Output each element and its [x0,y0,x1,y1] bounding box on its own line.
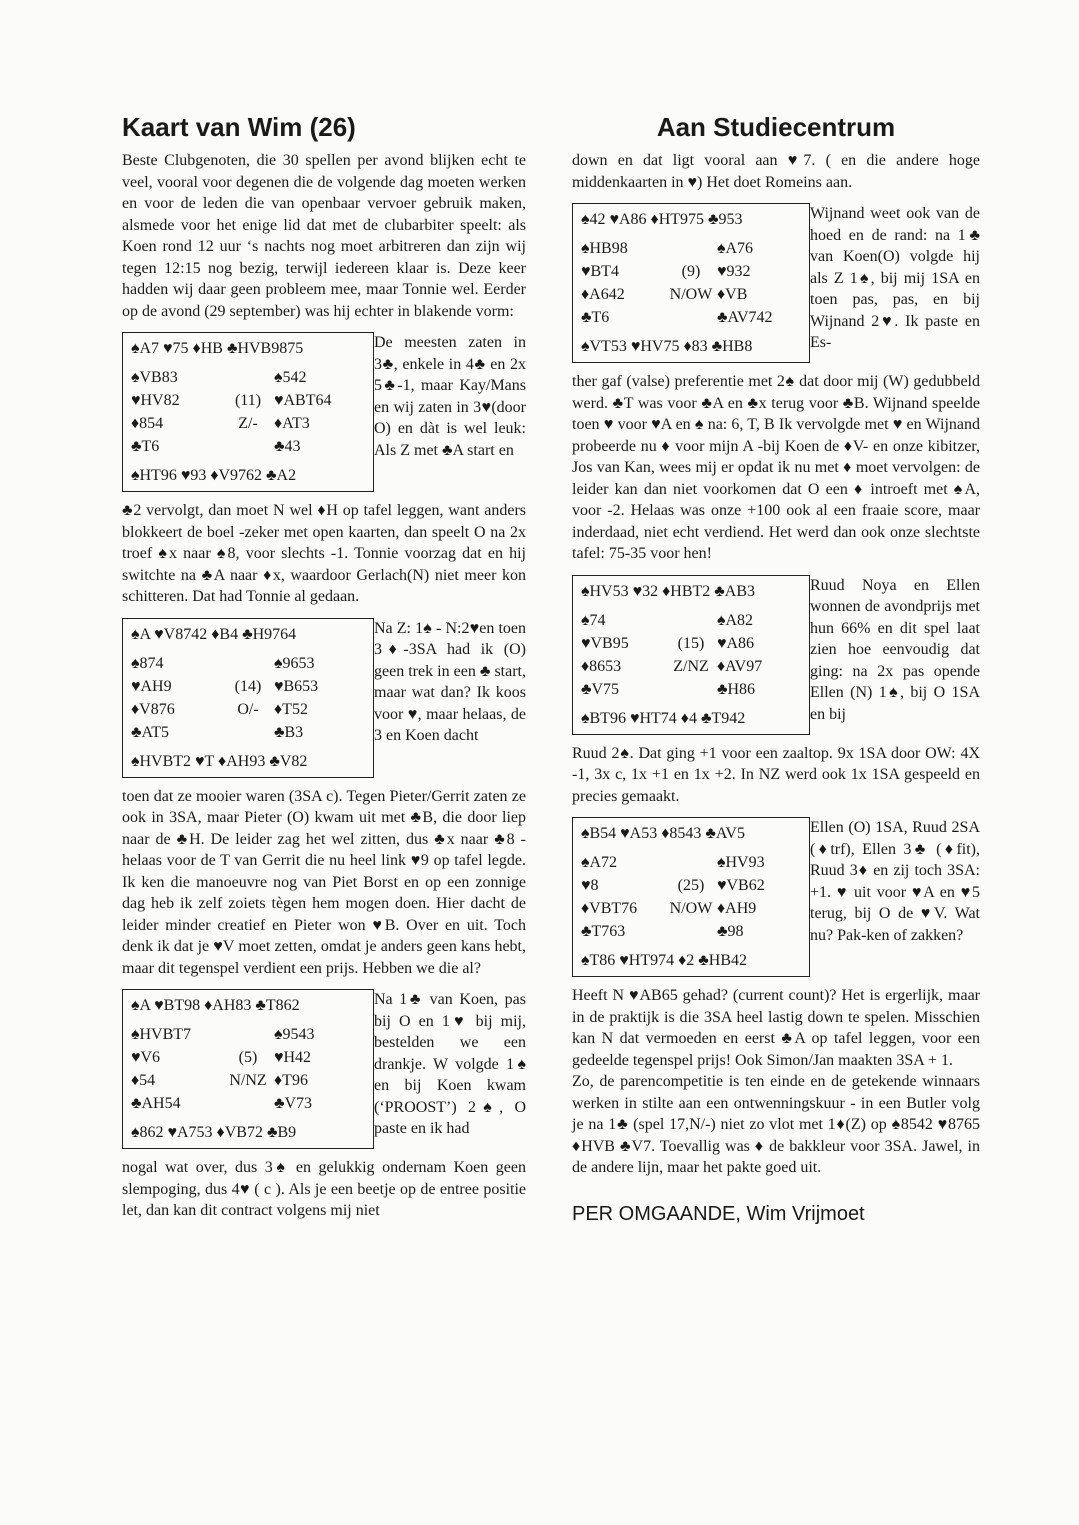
dealer-vuln: N/OW [669,286,713,303]
deal-diagram-14 [122,618,526,778]
board-info [665,609,717,632]
east-diamonds: ♦AV97 [717,657,763,675]
east-diamonds: ♦VB [717,286,748,303]
east-spades: ♠HV93 [717,854,765,871]
paragraph: nogal wat over, dus 3♠ en gelukkig ondernam Koen geen slempoging, dus 4♥ ( c ). Als je een beetje op de entree positie let, dan kan dit contract volgens mij niet [122,1159,526,1219]
west-spades: ♠874 [131,654,164,672]
west-diamonds: ♦V876 [131,700,175,718]
east-hearts: ♥VB62 [717,877,765,894]
east-diamonds: ♦T52 [274,700,308,718]
board-info [222,366,274,389]
board-info [222,1023,274,1046]
north-hand: ♠A ♥BT98 ♦AH83 ♣T862 [131,997,300,1014]
west-clubs: ♣V75 [581,680,620,698]
east-hearts: ♥ABT64 [274,392,332,409]
dealer-vuln: N/NZ [229,1072,267,1089]
south-hand: ♠862 ♥A753 ♦VB72 ♣B9 [131,1124,297,1141]
west-spades: ♠74 [581,611,606,629]
west-spades: ♠HB98 [581,240,628,257]
right-title: Aan Studiecentrum [656,112,896,142]
intro-paragraph: Beste Clubgenoten, die 30 spellen per avond blijken echt te veel, vooral voor degenen die de volgende dag moeten werken en voor de leden die van openbaar vervoer gebruik maken, alsmede voor het enige lid dat met de clubarbiter speelt: als Koen rond 12 uur ‘s nachts nog moet arbitreren dan zijn wij tegen 12:15 nog bezig, terwijl iedereen klaar is. Deze keer hadden wij daar geen probleem mee, maar Tonnie wel. Eerder op de avond (29 september) was hij echter in blakende vorm: [122,152,526,320]
east-clubs: ♣43 [274,438,301,455]
west-diamonds: ♦854 [131,415,164,432]
deal-box [122,989,374,1149]
board-info [222,721,274,744]
west-hearts: ♥V6 [131,1049,161,1066]
dealer-vuln: Z/- [238,415,258,432]
deal-box [572,203,810,363]
paragraph: ther gaf (valse) preferentie met 2♠ dat door mij (W) gedubbeld werd. ♣T was voor ♣A en ♣x terug voor ♣B. Wijnand speelde toen ♥ voor ♥A en ♠ na: 6, T, B Ik vervolgde met ♥ en Wijnand probeerde nu ♦ voor mijn A -bij Koen de ♦V- en onze kibitzer, Jos van Kan, wees mij er opdat ik nu met ♦ moet vervolgen: de leider kan dan niet voorkomen dat O een ♦ introeft met ♠A, voor -2. Helaas was onze +100 ook al een fraaie score, maar inderdaad, niet echt verdiend. Het werd dan ook onze slechtste tafel: 75-35 voor hen! [572,373,980,562]
deal-side-text: De meesten zaten in 3♣, enkele in 4♣ en 2x 5♣-1, maar Kay/Mans en wij zaten in 3♥(door O) en dàt is wel leuk: Als Z met ♣A start en [374,334,526,459]
east-diamonds: ♦AT3 [274,415,310,432]
right-column [572,110,980,1226]
left-title: Kaart van Wim (26) [122,112,356,142]
board-number: (14) [234,677,262,695]
board-number: (15) [677,634,705,652]
south-hand: ♠VT53 ♥HV75 ♦83 ♣HB8 [581,338,753,355]
deal-side-text: Ruud Noya en Ellen wonnen de avondprijs met hun 66% en dit spel laat zien hoe eenvoudig dat ging: na 2x pas opende Ellen (N) 1♠, bij O 1SA en bij [810,576,980,723]
east-clubs: ♣H86 [717,680,756,698]
board-number: (5) [238,1049,258,1066]
board-number: (9) [681,263,701,280]
east-hearts: ♥H42 [274,1049,312,1066]
east-clubs: ♣B3 [274,723,304,741]
paragraph: Zo, de parencompetitie is ten einde en de getekende winnaars werken in stilte aan een ontwenningskuur - in een Butler volg je na 1♣ (spel 17,N/-) niet zo vlot met 1♦(Z) op ♠8542 ♥8765 ♦HVB ♣V7. Toevallig was ♦ de bakkleur voor 3SA. Jawel, in de andere lijn, maar het pakte goed uit. [572,1073,980,1176]
deal-side-text: Na Z: 1♠ - N:2♥en toen 3♦-3SA had ik (O) geen trek in een ♣ start, maar wat dan? Ik koos voor ♥, maar helaas, de 3 en Koen dacht [374,619,526,744]
deal-diagram-11 [122,332,526,492]
deal-side-text: Na 1♣ van Koen, pas bij O en 1♥ bij mij, bestelden we een drankje. W volgde 1♠ en bij Koen kwam (‘PROOST’) 2♠, O paste en ik had [374,991,526,1137]
deal-box [122,332,374,492]
west-spades: ♠HVBT7 [131,1026,192,1043]
left-column [122,110,526,1222]
west-spades: ♠A72 [581,854,618,871]
board-info [222,435,274,458]
south-hand: ♠T86 ♥HT974 ♦2 ♣HB42 [581,952,747,969]
west-clubs: ♣T6 [131,438,160,455]
west-diamonds: ♦A642 [581,286,625,303]
west-diamonds: ♦VBT76 [581,900,638,917]
west-hearts: ♥VB95 [581,634,629,652]
south-hand: ♠HVBT2 ♥T ♦AH93 ♣V82 [131,752,308,770]
deal-diagram-5 [122,989,526,1149]
west-hearts: ♥AH9 [131,677,172,695]
east-spades: ♠A82 [717,611,754,629]
east-clubs: ♣98 [717,923,744,940]
paragraph: Ruud 2♠. Dat ging +1 voor een zaaltop. 9x 1SA door OW: 4X -1, 3x c, 1x +1 en 1x +2. In NZ werd ook 1x 1SA gespeeld en precies gemaakt. [572,744,980,805]
east-spades: ♠9543 [274,1026,315,1043]
west-hearts: ♥HV82 [131,392,180,409]
east-diamonds: ♦T96 [274,1072,308,1089]
east-spades: ♠9653 [274,654,315,672]
west-clubs: ♣T763 [581,923,626,940]
deal-box [572,575,810,735]
south-hand: ♠BT96 ♥HT74 ♦4 ♣T942 [581,709,746,727]
west-diamonds: ♦8653 [581,657,622,675]
east-spades: ♠542 [274,369,307,386]
west-hearts: ♥BT4 [581,263,619,280]
deal-box [122,618,374,778]
west-spades: ♠VB83 [131,369,178,386]
west-clubs: ♣AH54 [131,1095,181,1112]
board-info [665,920,717,943]
north-hand: ♠42 ♥A86 ♦HT975 ♣953 [581,211,743,228]
board-info [665,678,717,701]
board-number: (11) [234,392,262,409]
west-clubs: ♣T6 [581,309,610,326]
east-hearts: ♥A86 [717,634,755,652]
east-hearts: ♥B653 [274,677,319,695]
board-info [222,652,274,675]
dealer-vuln: O/- [237,700,259,718]
paragraph: ♣2 vervolgt, dan moet N wel ♦H op tafel leggen, want anders blokkeert de boel -zeker met open kaarten, dan speelt O na 2x troef ♠x naar ♠8, voor slechts -1. Tonnie voorzag dat en hij switchte na ♣A naar ♦x, waardoor Gerlach(N) niet meer kon schitteren. Dat had Tonnie al gedaan. [122,502,526,605]
paragraph: Heeft N ♥AB65 gehad? (current count)? Het is ergerlijk, maar in de praktijk is die 3SA heel lastig down te spelen. Misschien kan N dat vermoeden en eerst ♣A op tafel leggen, voor een gedeelde tegenspel prijs! Ook Simon/Jan maakten 3SA + 1. [572,987,980,1069]
board-info [665,306,717,329]
board-info [222,1092,274,1115]
dealer-vuln: Z/NZ [673,657,709,675]
north-hand: ♠A7 ♥75 ♦HB ♣HVB9875 [131,340,304,357]
south-hand: ♠HT96 ♥93 ♦V9762 ♣A2 [131,467,297,484]
east-spades: ♠A76 [717,240,754,257]
paragraph: toen dat ze mooier waren (3SA c). Tegen Pieter/Gerrit zaten ze ook in 3SA, maar Pieter (O) kwam uit met ♣B, die door liep naar de ♣H. De leider zag het wel zitten, dus ♣x naar ♣8 -helaas voor de T van Gerrit die nu heel link ♥9 op tafel legde. Ik ken die manoeuvre nog van Piet Borst en op een zonnige dag heb ik zelf zoiets tègen hem mogen doen. Hier dacht de leider minder creatief en Pieter won ♥B. Over en uit. Toch denk ik dat je ♥V moet zetten, omdat je anders geen kans hebt, maar dit tegenspel verdient een prijs. Hebben we die al? [122,787,526,977]
west-hearts: ♥8 [581,877,599,894]
board-info [665,237,717,260]
west-clubs: ♣AT5 [131,723,170,741]
east-clubs: ♣V73 [274,1095,313,1112]
deal-side-text: Wijnand weet ook van de hoed en de rand: na 1♣ van Koen(O) volgde hij als Z 1♠, bij mij 1SA en toen pas, pas, en bij Wijnand 2♥. Ik paste en Es- [810,205,980,351]
east-clubs: ♣AV742 [717,309,773,326]
signature: PER OMGAANDE, Wim Vrijmoet [572,1202,865,1225]
east-hearts: ♥932 [717,263,751,280]
west-diamonds: ♦54 [131,1072,156,1089]
north-hand: ♠A ♥V8742 ♦B4 ♣H9764 [131,625,297,643]
east-diamonds: ♦AH9 [717,900,757,917]
deal-side-text: Ellen (O) 1SA, Ruud 2SA (♦trf), Ellen 3♣ (♦fit), Ruud 3♦ en zij toch 3SA: +1. ♥ uit voor ♥A en ♥5 terug, bij O de ♥V. Wat nu? Pak-ken of zakken? [810,819,980,944]
deal-diagram-9 [572,203,980,363]
north-hand: ♠B54 ♥A53 ♦8543 ♣AV5 [581,825,745,842]
deal-diagram-15 [572,575,980,735]
paragraph: down en dat ligt vooral aan ♥7. ( en die andere hoge middenkaarten in ♥) Het doet Romeins aan. [572,152,980,191]
board-number: (25) [677,877,705,894]
deal-diagram-25 [572,817,980,977]
north-hand: ♠HV53 ♥32 ♦HBT2 ♣AB3 [581,582,755,600]
dealer-vuln: N/OW [669,900,713,917]
board-info [665,851,717,874]
deal-box [572,817,810,977]
